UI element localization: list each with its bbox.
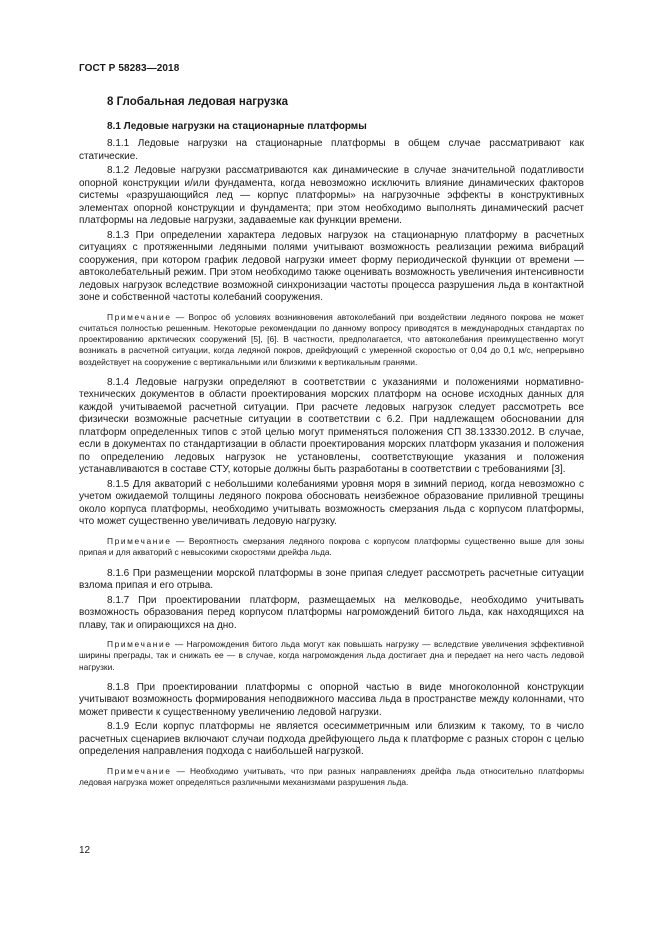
note-label: Примечание — [107, 535, 172, 546]
note-text: — Вероятность смерзания ледяного покрова с корпусом платформы существенно выше для зоны припая и для акваторий с невысокими скоростями дрейфа льда. — [79, 535, 584, 558]
paragraph-8-1-4: 8.1.4 Ледовые нагрузки определяют в соответствии с указаниями и положениями нормативно-технических документов в области проектирования морских платформ на основе исходных данных для каждой учитываемой расчетной ситуации. При расчете ледовых нагрузок следует рассмотреть все физически возможные расчетные ситуации в соответствии с 6.2. При надлежащем обосновании для платформ определенных типов с этой целью могут применяться положения СП 38.13330.2012. В случае, если в документах по стандартизации в области проектирования морских платформ указания и положения по определению ледовых нагрузок не установлены, соответствующие указания и положения устанавливаются в составе СТУ, которые должны быть разработаны в соответствии с требованиями [3]. — [79, 376, 584, 476]
page-number: 12 — [79, 845, 91, 856]
paragraph-8-1-9: 8.1.9 Если корпус платформы не является осесимметричным или близким к такому, то в число расчетных сценариев включают случаи подхода дрейфующего льда к платформе с разных сторон с целью определения направления подхода с наибольшей нагрузкой. — [79, 721, 584, 758]
note-text: — Необходимо учитывать, что при разных направлениях дрейфа льда относительно платформы ледовая нагрузка может определяться различными механизмами разрушения льда. — [79, 765, 584, 788]
paragraph-8-1-1: 8.1.1 Ледовые нагрузки на стационарные платформы в общем случае рассматривают как статические. — [79, 138, 584, 162]
paragraph-8-1-2: 8.1.2 Ледовые нагрузки рассматриваются как динамические в случае значительной податливости опорной конструкции и/или фундамента, когда невозможно исключить влияние динамических факторов системы «разрушающийся лед — корпус платформы» на нагрузочные эффекты в конструктивных элементах опорной конструкции и фундамента; при этом необходимо выполнять динамический расчет платформы на ледовые нагрузки, задаваемые как функции времени. — [79, 165, 584, 226]
note-label: Примечание — [107, 765, 172, 776]
note-label: Примечание — [107, 639, 172, 650]
note-rubble — [79, 639, 584, 673]
page-content — [79, 96, 584, 798]
paragraph-8-1-5: 8.1.5 Для акваторий с небольшими колебаниями уровня моря в зимний период, когда невозможно с учетом ожидаемой толщины ледяного покрова обосновать неизбежное образование приливной трещины около корпуса платформы, необходимо учитывать возможность смерзания льда с корпусом платформы, что может существенно увеличивать ледовую нагрузку. — [79, 478, 584, 528]
subsection-title: 8.1 Ледовые нагрузки на стационарные платформы — [107, 121, 367, 132]
paragraph-8-1-8: 8.1.8 При проектировании платформы с опорной частью в виде многоколонной конструкции учитывают возможность формирования неподвижного массива льда в пространстве между колоннами, что может привести к существенному увеличению ледовой нагрузки. — [79, 681, 584, 718]
note-drift-direction — [79, 766, 584, 789]
standard-header: ГОСТ Р 58283—2018 — [79, 63, 180, 74]
section-title: 8 Глобальная ледовая нагрузка — [107, 96, 289, 108]
note-text: — Вопрос об условиях возникновения автоколебаний при воздействии ледяного покрова не может считаться полностью решенным. Некоторые рекомендации по данному вопросу приводятся в международных стандартах по проектированию арктических сооружений [5], [6]. В частности, предполагается, что автоколебания преимущественно могут возникать в расчетной ситуации, когда ледяной покров, дрейфующий с умеренной скоростью от 0,04 до 0,1 м/с, непрерывно воздействует на сооружение с вертикальными или близкими к вертикальным гранями. — [79, 311, 584, 367]
paragraph-8-1-6: 8.1.6 При размещении морской платформы в зоне припая следует рассмотреть расчетные ситуации взлома припая и его отрыва. — [79, 567, 584, 592]
paragraph-8-1-3: 8.1.3 При определении характера ледовых нагрузок на стационарную платформу в расчетных ситуациях с протяженными ледяными полями учитывают возможность реализации режима вибраций сооружения, при котором график ледовой нагрузки имеет форму периодической функции от времени — автоколебательный режим. При этом необходимо также оценивать возможность увеличения интенсивности ледовых нагрузок вследствие возможной синхронизации частоты процесса разрушения льда в контактной зоне и собственной частоты колебаний сооружения. — [79, 229, 584, 303]
note-freezing — [79, 536, 584, 559]
note-autooscillation — [79, 312, 584, 368]
note-label: Примечание — [107, 311, 172, 322]
paragraph-8-1-7: 8.1.7 При проектировании платформ, размещаемых на мелководье, необходимо учитывать возможность образования перед корпусом платформы нагромождений битого льда, как находящихся на плаву, так и опирающихся на дно. — [79, 594, 584, 631]
note-text: — Нагромождения битого льда могут как повышать нагрузку — вследствие увеличения эффективной ширины преграды, так и снижать ее — в случае, когда нагромождения льда достигает дна и передает на него часть ледовой нагрузки. — [79, 639, 584, 672]
